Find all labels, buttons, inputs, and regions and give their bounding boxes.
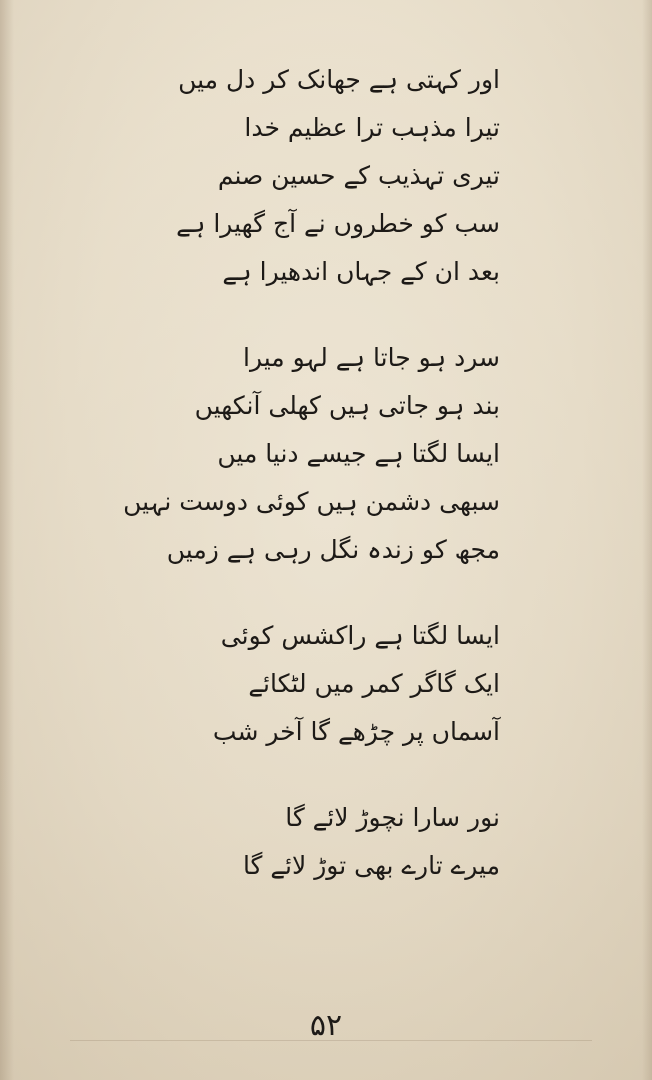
- stanza-4: [190, 794, 500, 890]
- poem-line: سرد ہو جاتا ہے لہو میرا: [243, 343, 500, 372]
- stanza-1: [176, 56, 500, 296]
- poem-line: مجھ کو زندہ نگل رہی ہے زمیں: [166, 535, 500, 564]
- poem-line: ایسا لگتا ہے جیسے دنیا میں: [217, 439, 500, 468]
- page-crease-divider: [70, 1040, 592, 1041]
- poem-line: سبھی دشمن ہیں کوئی دوست نہیں: [123, 487, 500, 516]
- poem-line: سب کو خطروں نے آج گھیرا ہے: [176, 209, 500, 238]
- poem-line: ایک گاگر کمر میں لٹکائے: [248, 669, 500, 698]
- poem-line: بند ہو جاتی ہیں کھلی آنکھیں: [194, 391, 500, 420]
- poem-line: بعد ان کے جہاں اندھیرا ہے: [222, 257, 500, 286]
- poem-line: نور سارا نچوڑ لائے گا: [285, 803, 500, 832]
- stanza-3: [190, 612, 500, 756]
- poem-line: اور کہتی ہے جھانک کر دل میں: [178, 65, 500, 94]
- poem-line: ایسا لگتا ہے راکشس کوئی: [220, 621, 500, 650]
- stanza-2: [123, 334, 500, 574]
- page-number: ۵۲: [309, 1008, 343, 1043]
- poem-line: میرے تارے بھی توڑ لائے گا: [242, 851, 500, 880]
- poem-line: آسماں پر چڑھے گا آخر شب: [212, 717, 500, 746]
- poem-line: تیری تہذیب کے حسین صنم: [217, 161, 500, 190]
- poem-line: تیرا مذہب ترا عظیم خدا: [244, 113, 500, 142]
